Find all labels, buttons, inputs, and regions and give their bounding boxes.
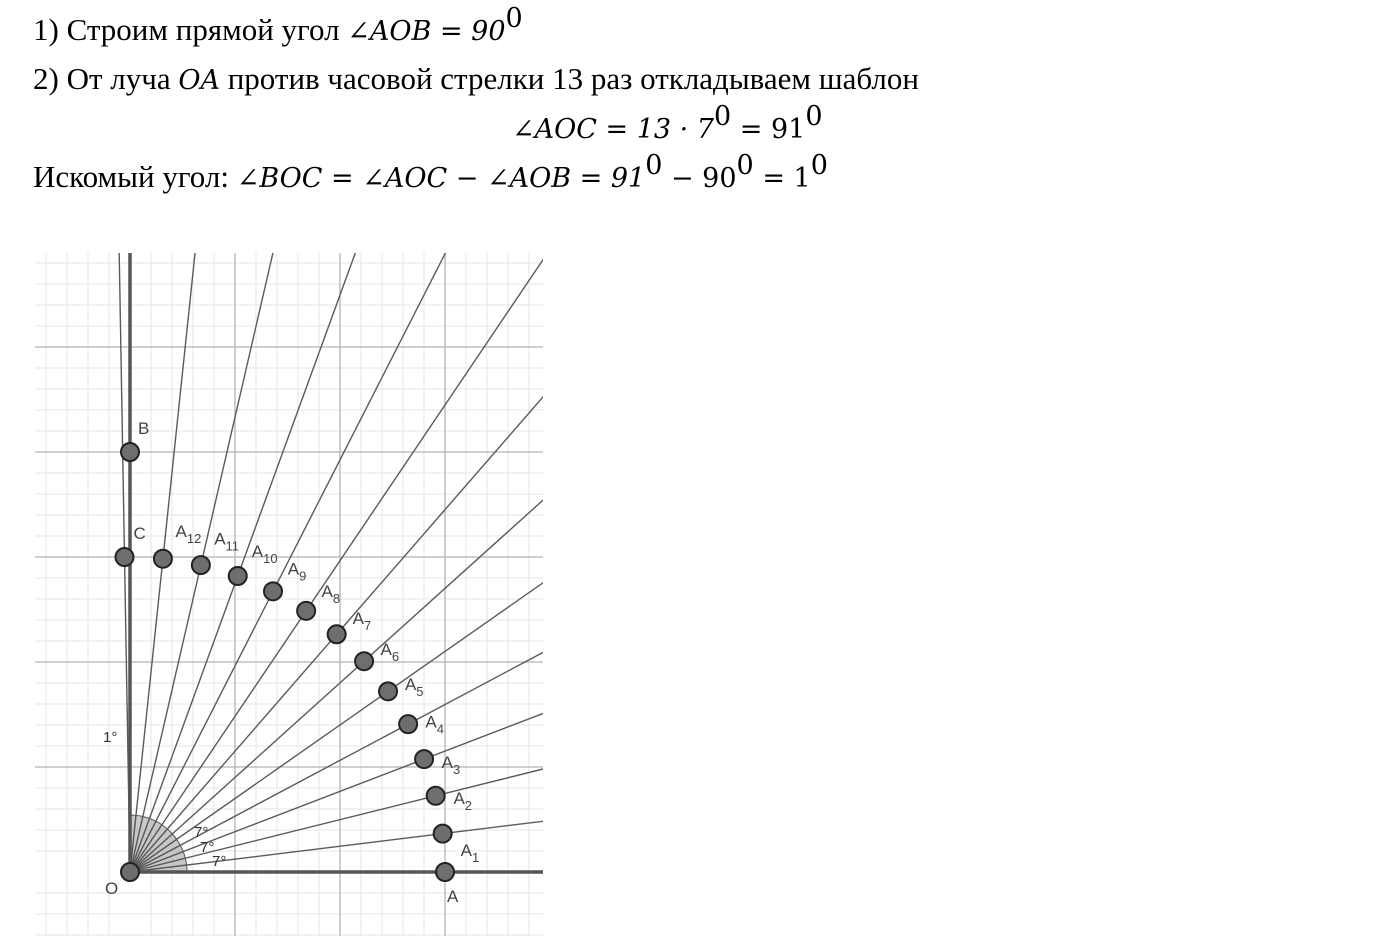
ray-2 [130, 654, 1003, 872]
grid [35, 253, 543, 936]
answer-math-1: ∠BOC = ∠AOC − ∠AOB = 91 [236, 163, 646, 194]
label-o: O [105, 879, 119, 898]
label-b: B [138, 419, 150, 438]
formula-aoc-right: = 91 [731, 114, 806, 145]
label-a10: $A_{10}$ [251, 541, 278, 566]
point-b [121, 443, 139, 461]
point-a3 [415, 750, 433, 768]
label-a9-subscript: 9 [299, 568, 307, 584]
point-o [121, 863, 139, 881]
label-a: A [447, 887, 459, 906]
label-a3-subscript: 3 [453, 761, 461, 777]
label-a10-subscript: 10 [263, 550, 278, 566]
label-a1-subscript: 1 [471, 849, 480, 865]
label-a3: $A_3$ [441, 752, 461, 777]
label-c: C [133, 524, 146, 544]
rays [114, 0, 1023, 872]
ray-10 [130, 26, 438, 872]
label-a6-subscript: 6 [391, 649, 400, 665]
label-a11: $A_{11}$ [214, 529, 240, 554]
answer-math-2: − 90 [662, 163, 737, 194]
label-a11-subscript: 11 [225, 538, 240, 554]
answer-deg-1: 0 [645, 150, 663, 181]
label-a4: $A_4$ [425, 712, 445, 737]
point-a12 [154, 550, 172, 568]
label-a12: $A_{12}$ [175, 521, 202, 546]
point-a9 [264, 582, 282, 600]
step-1-degree: 0 [505, 3, 523, 34]
label-a8: $A_8$ [321, 582, 341, 607]
formula-aoc-deg2: 0 [805, 101, 823, 132]
point-a7 [328, 625, 346, 643]
point-a1 [434, 825, 452, 843]
step-1-prefix: 1) Строим прямой угол [33, 12, 348, 47]
point-a [436, 863, 454, 881]
label-a5-subscript: 5 [416, 683, 424, 699]
formula-aoc-left: ∠AOC = 13 · 7 [512, 114, 714, 145]
label-a8-subscript: 8 [332, 591, 341, 607]
answer-deg-2: 0 [736, 150, 754, 181]
ray-11 [130, 0, 332, 872]
formula-aoc-deg1: 0 [714, 101, 732, 132]
label-a7: $A_7$ [352, 609, 372, 634]
ray-5 [130, 356, 867, 872]
answer-deg-3: 0 [810, 150, 828, 181]
point-a10 [229, 567, 247, 585]
label-a5: $A_5$ [404, 674, 424, 699]
answer-prefix: Искомый угол: [33, 159, 237, 194]
label-a1: $A_1$ [460, 840, 480, 865]
step-2-suffix: против часовой стрелки 13 раз откладываем шаблон [219, 61, 919, 96]
ray-9 [130, 70, 539, 872]
step-1-math: ∠AOB = 90 [347, 16, 506, 47]
point-c [116, 548, 134, 566]
label-a6: $A_6$ [380, 640, 400, 665]
point-a4 [399, 715, 417, 733]
label-a2-subscript: 2 [464, 798, 473, 814]
step-2-ray: OA [178, 65, 220, 96]
point-a11 [192, 556, 210, 574]
label-a7-subscript: 7 [363, 618, 372, 634]
label-a2: $A_2$ [453, 789, 473, 814]
point-a6 [355, 652, 373, 670]
angle-label-7-1: 7° [212, 853, 227, 870]
angle-label-7-3: 7° [194, 824, 209, 841]
angle-label-1: 1° [103, 729, 118, 746]
point-a8 [297, 602, 315, 620]
label-a9: $A_9$ [287, 559, 307, 584]
label-a12-subscript: 12 [186, 530, 202, 546]
step-2-prefix: 2) От луча [33, 61, 179, 96]
point-a5 [379, 682, 397, 700]
answer-math-3: = 1 [753, 163, 811, 194]
angle-label-7-2: 7° [200, 839, 215, 856]
label-a4-subscript: 4 [436, 721, 445, 737]
point-a2 [427, 787, 445, 805]
